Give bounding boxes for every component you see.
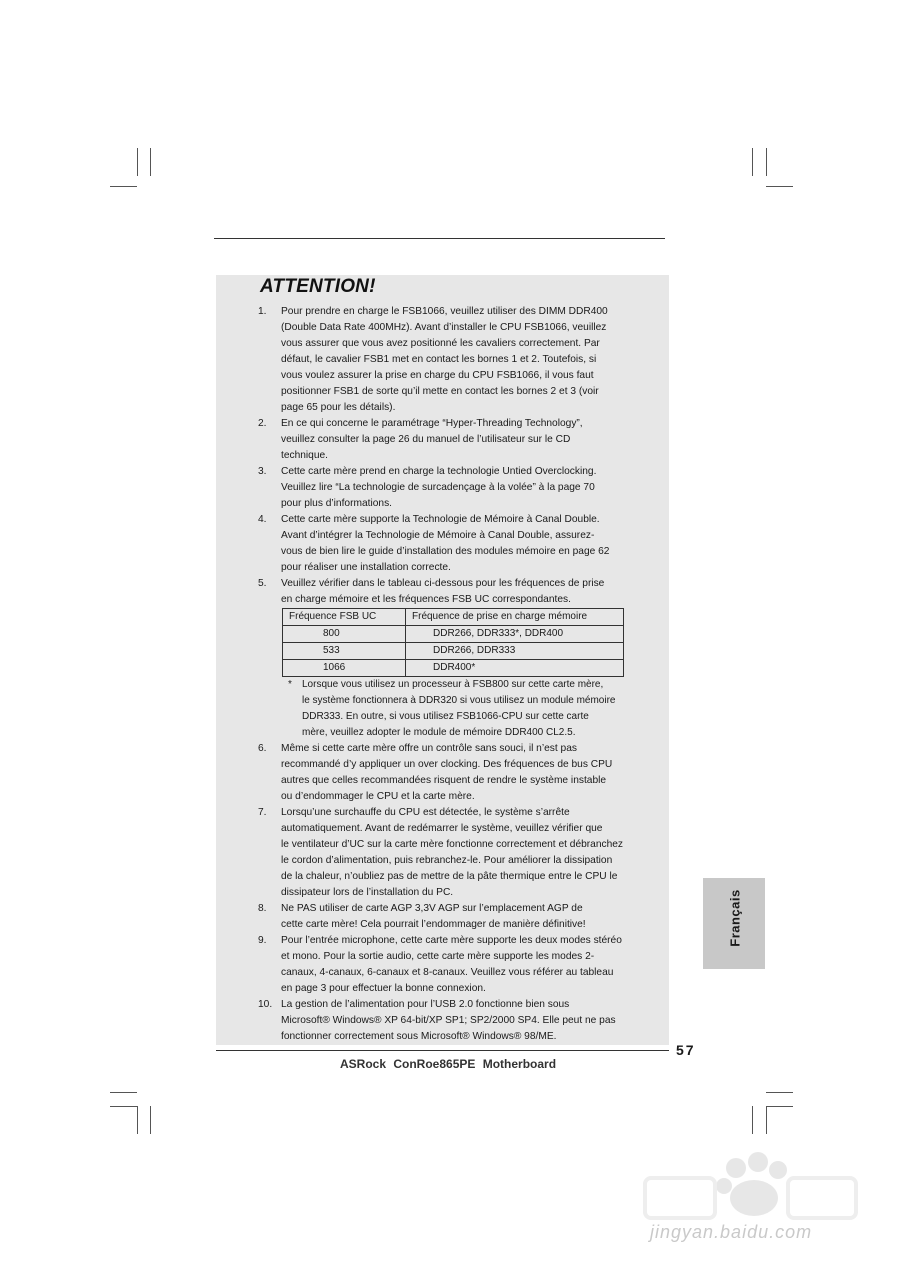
table-header-cell: Fréquence de prise en charge mémoire: [406, 609, 624, 626]
list-item-number: 8.: [258, 903, 267, 914]
list-item-text-line: le ventilateur d’UC sur la carte mère fonctionne correctement et débranchez: [281, 839, 624, 850]
list-item-text-line: de la chaleur, n’oubliez pas de mettre de la pâte thermique entre le CPU le: [281, 871, 618, 882]
list-item-text-line: veuillez consulter la page 26 du manuel de l’utilisateur sur le CD: [281, 434, 571, 445]
list-item-text-line: Lorsqu’une surchauffe du CPU est détectée, le système s’arrête: [281, 807, 570, 818]
list-item-text-line: ou d’endommager le CPU et la carte mère.: [281, 791, 475, 802]
list-item: [258, 901, 643, 933]
footnote-mark: *: [288, 679, 292, 690]
list-item-number: 2.: [258, 418, 267, 429]
list-item-text-line: En ce qui concerne le paramétrage “Hyper-Threading Technology”,: [281, 418, 583, 429]
footnote-line: mère, veuillez adopter le module de mémoire DDR400 CL2.5.: [302, 727, 576, 738]
list-item-text-line: Pour prendre en charge le FSB1066, veuillez utiliser des DIMM DDR400: [281, 306, 608, 317]
list-item-text-line: Ne PAS utiliser de carte AGP 3,3V AGP sur l’emplacement AGP de: [281, 903, 583, 914]
table-row: [283, 626, 624, 643]
list-item-text-line: Cette carte mère supporte la Technologie de Mémoire à Canal Double.: [281, 514, 600, 525]
list-item-text-line: pour plus d’informations.: [281, 498, 392, 509]
list-item-number: 10.: [258, 999, 273, 1010]
table-cell: DDR266, DDR333*, DDR400: [406, 626, 624, 643]
list-item-text-line: Avant d’intégrer la Technologie de Mémoire à Canal Double, assurez-: [281, 530, 595, 541]
list-item-text-line: autres que celles recommandées risquent de rendre le système instable: [281, 775, 607, 786]
list-item: [258, 933, 643, 997]
list-item-text-line: recommandé d’y appliquer un over clocking. Des fréquences de bus CPU: [281, 759, 613, 770]
table-footnote: [258, 677, 643, 741]
header-rule: [214, 238, 665, 239]
list-item: [258, 512, 643, 576]
list-item: [258, 464, 643, 512]
list-item-text-line: cette carte mère! Cela pourrait l’endommager de manière définitive!: [281, 919, 586, 930]
list-item: [258, 997, 643, 1045]
list-item-text-line: positionner FSB1 de sorte qu’il mette en contact les bornes 2 et 3 (voir: [281, 386, 599, 397]
footnote-line: le système fonctionnera à DDR320 si vous utilisez un module mémoire: [302, 695, 616, 706]
list-item-text-line: vous de bien lire le guide d’installation des modules mémoire en page 62: [281, 546, 610, 557]
list-item-text-line: défaut, le cavalier FSB1 met en contact les bornes 1 et 2. Toutefois, si: [281, 354, 597, 365]
table-cell: 800: [283, 626, 406, 643]
attention-list: [258, 304, 643, 1045]
list-item-text-line: Pour l’entrée microphone, cette carte mère supporte les deux modes stéréo: [281, 935, 622, 946]
table-cell: DDR400*: [406, 660, 624, 677]
watermark-text: jingyan.baidu.com: [650, 1222, 813, 1242]
table-cell: DDR266, DDR333: [406, 643, 624, 660]
list-item-number: 3.: [258, 466, 267, 477]
table-cell: 1066: [283, 660, 406, 677]
baidu-paw-watermark-icon: [640, 1150, 860, 1260]
list-item-text-line: fonctionner correctement sous Microsoft® Windows® 98/ME.: [281, 1031, 557, 1042]
list-item-number: 4.: [258, 514, 267, 525]
list-item-text-line: Microsoft® Windows® XP 64-bit/XP SP1; SP2/2000 SP4. Elle peut ne pas: [281, 1015, 616, 1026]
list-item-text-line: Même si cette carte mère offre un contrôle sans souci, il n’est pas: [281, 743, 577, 754]
list-item-text-line: en page 3 pour effectuer la bonne connexion.: [281, 983, 486, 994]
footer-rule: [216, 1050, 669, 1051]
attention-heading: ATTENTION!: [260, 276, 376, 297]
list-item: [258, 304, 643, 416]
list-item-text-line: technique.: [281, 450, 329, 461]
footnote-line: Lorsque vous utilisez un processeur à FSB800 sur cette carte mère,: [302, 679, 604, 690]
list-item-number: 1.: [258, 306, 267, 317]
table-header-cell: Fréquence FSB UC: [283, 609, 406, 626]
list-item-text-line: automatiquement. Avant de redémarrer le système, veuillez vérifier que: [281, 823, 603, 834]
list-item-number: 9.: [258, 935, 267, 946]
list-item-text-line: vous assurer que vous avez positionné les cavaliers correctement. Par: [281, 338, 600, 349]
list-item: [258, 576, 643, 608]
list-item-text-line: dissipateur lors de l’installation du PC.: [281, 887, 454, 898]
page-number: 57: [676, 1042, 696, 1058]
list-item-text-line: et mono. Pour la sortie audio, cette carte mère supporte les modes 2-: [281, 951, 595, 962]
list-item-text-line: page 65 pour les détails).: [281, 402, 396, 413]
footnote-line: DDR333. En outre, si vous utilisez FSB1066-CPU sur cette carte: [302, 711, 589, 722]
list-item: [258, 805, 643, 901]
footer-title: ASRock ConRoe865PE Motherboard: [340, 1057, 557, 1071]
list-item-text-line: vous voulez assurer la prise en charge du CPU FSB1066, il vous faut: [281, 370, 594, 381]
list-item-text-line: le cordon d’alimentation, puis rebranchez-le. Pour améliorer la dissipation: [281, 855, 613, 866]
language-tab-label: Français: [727, 889, 743, 947]
list-item: [258, 416, 643, 464]
list-item-number: 5.: [258, 578, 267, 589]
list-item-text-line: Veuillez lire “La technologie de surcadençage à la volée” à la page 70: [281, 482, 595, 493]
list-item-number: 6.: [258, 743, 267, 754]
list-item-text-line: canaux, 4-canaux, 6-canaux et 8-canaux. Veuillez vous référer au tableau: [281, 967, 614, 978]
list-item-text-line: Cette carte mère prend en charge la technologie Untied Overclocking.: [281, 466, 597, 477]
list-item-text-line: Veuillez vérifier dans le tableau ci-dessous pour les fréquences de prise: [281, 578, 605, 589]
table-row: [283, 660, 624, 677]
table-row: [283, 643, 624, 660]
fsb-memory-table: [282, 608, 624, 677]
list-item-text-line: en charge mémoire et les fréquences FSB UC correspondantes.: [281, 594, 571, 605]
table-cell: 533: [283, 643, 406, 660]
list-item-text-line: (Double Data Rate 400MHz). Avant d’installer le CPU FSB1066, veuillez: [281, 322, 607, 333]
list-item-text-line: La gestion de l’alimentation pour l’USB 2.0 fonctionne bien sous: [281, 999, 570, 1010]
list-item-number: 7.: [258, 807, 267, 818]
list-item-text-line: pour réaliser une installation correcte.: [281, 562, 451, 573]
list-item: [258, 741, 643, 805]
